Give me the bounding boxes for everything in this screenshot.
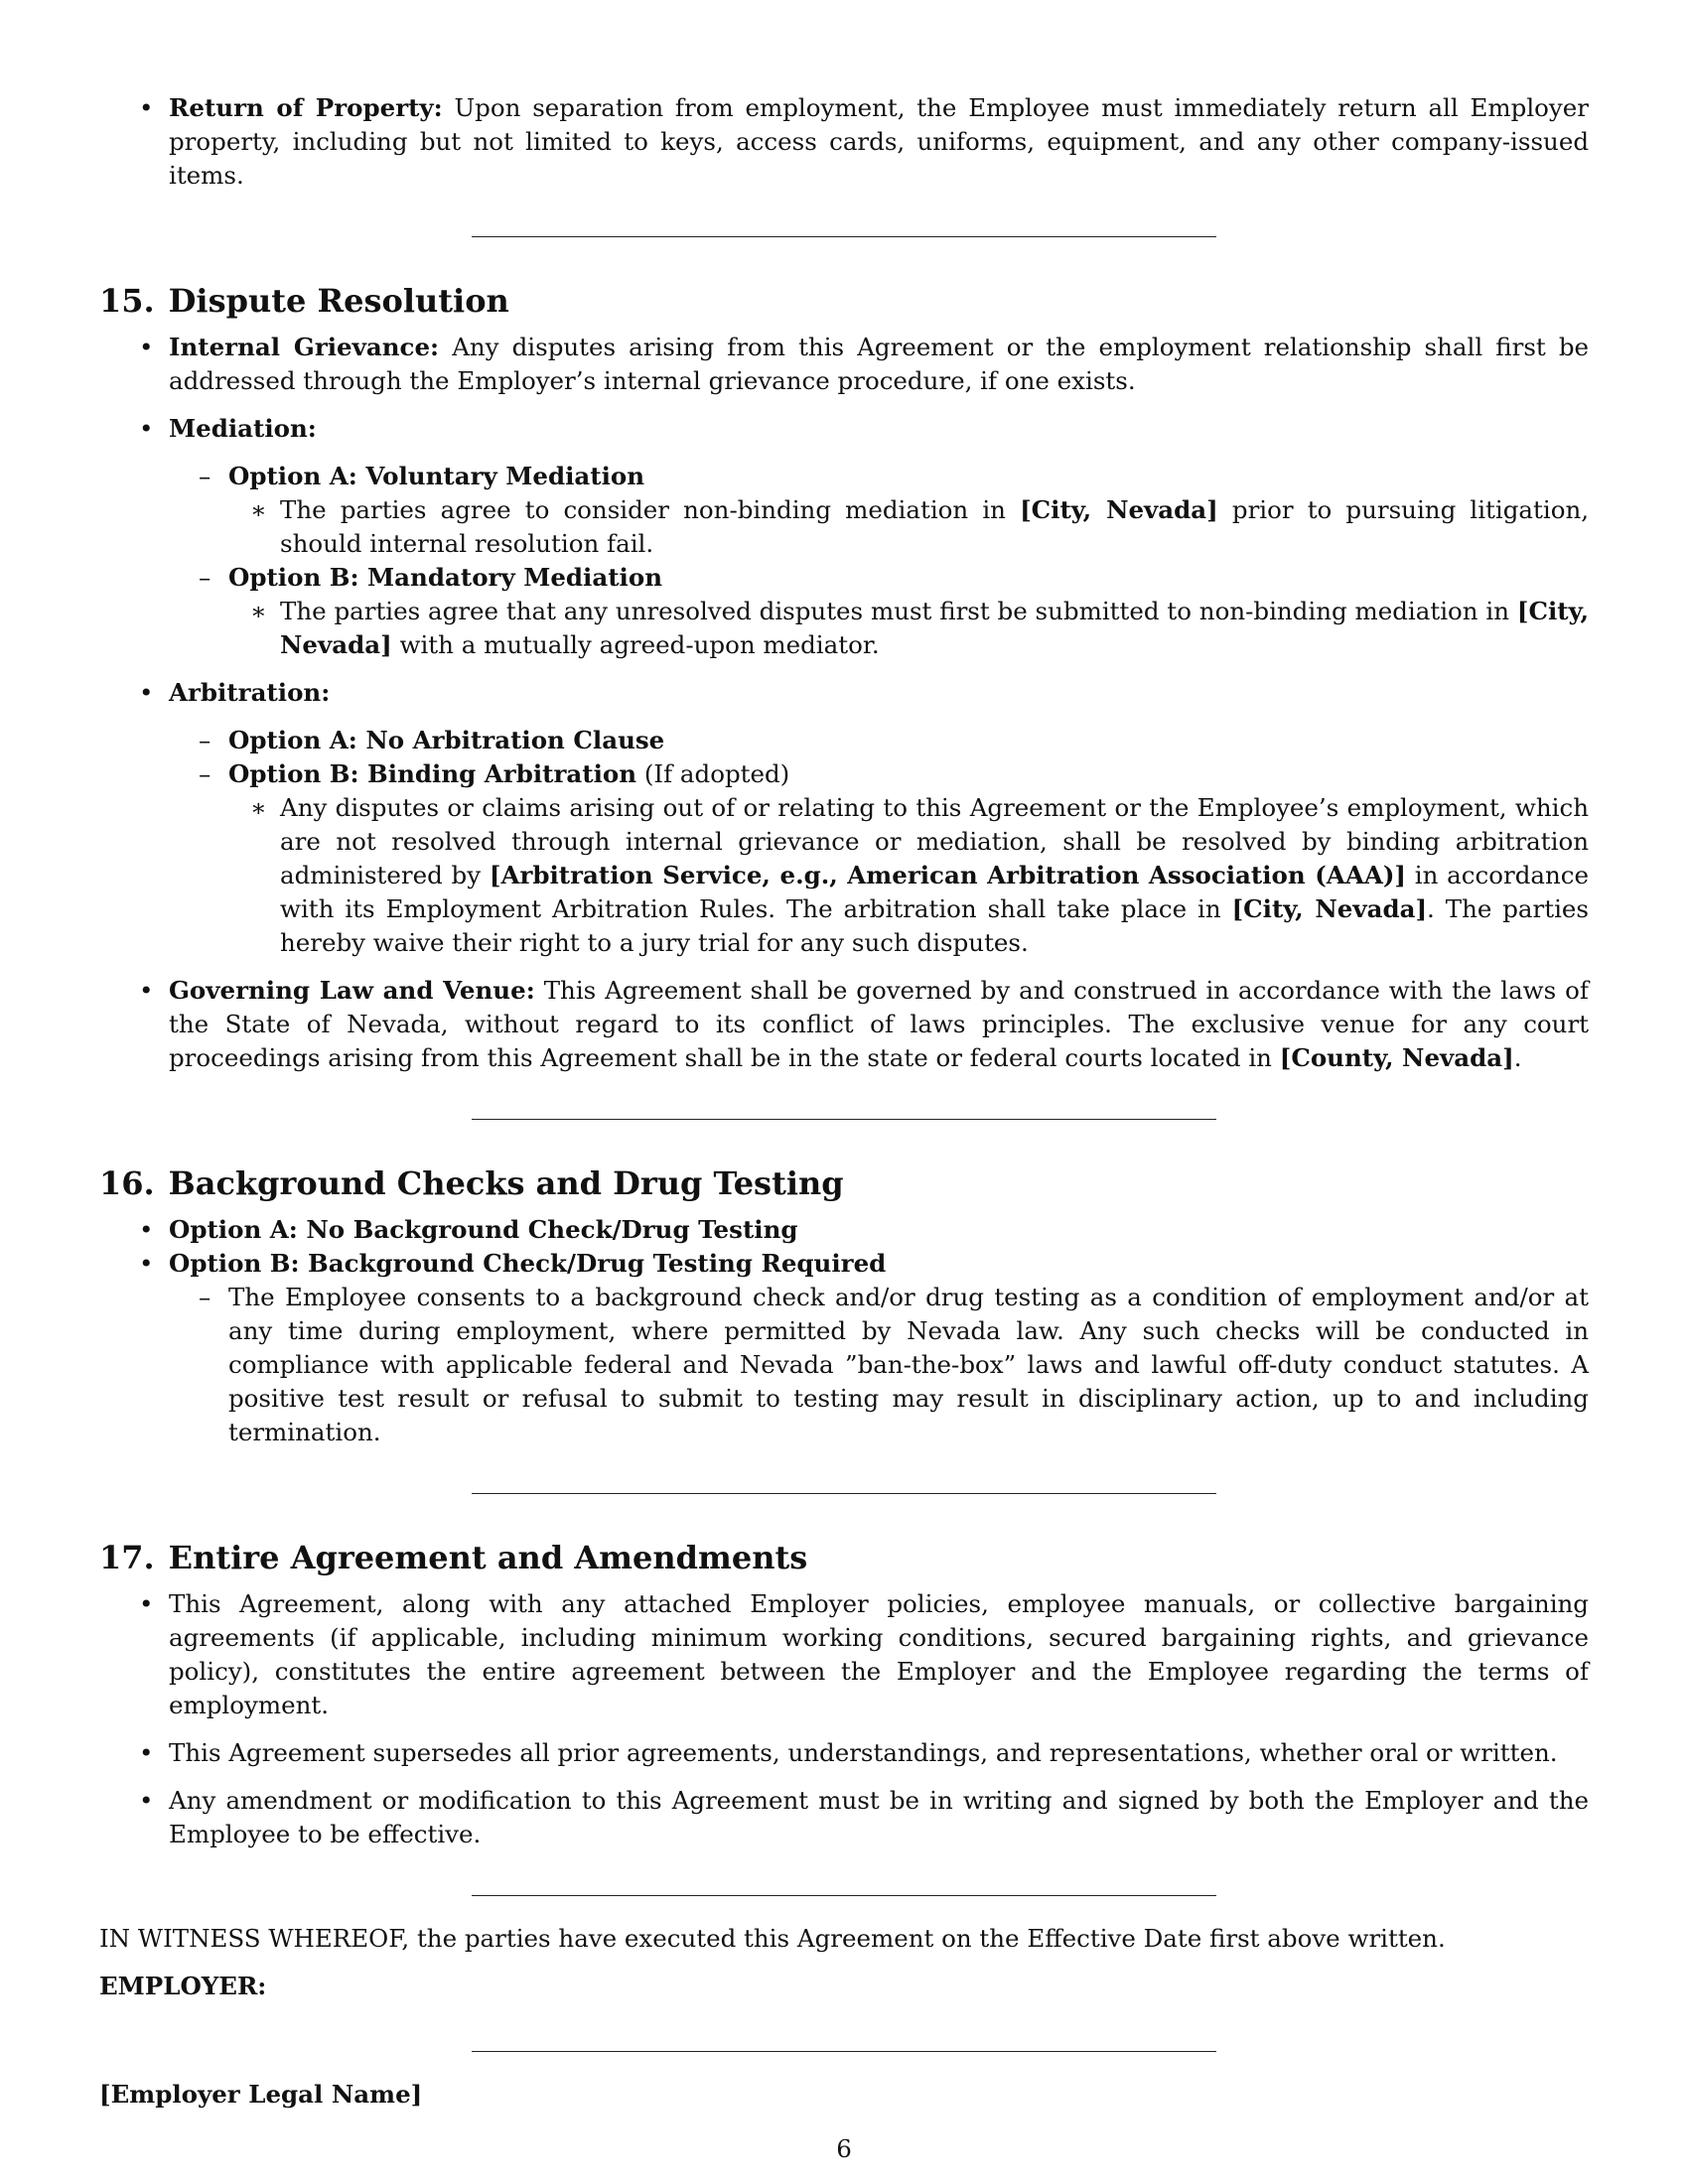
list-item: [99, 1587, 1589, 1722]
bullet: •: [139, 333, 154, 361]
list-item: [99, 676, 1589, 710]
dash: –: [199, 462, 211, 490]
star: ∗: [250, 597, 267, 625]
bullet: •: [139, 976, 154, 1005]
arbitration-options: [99, 724, 1589, 960]
law-list: [99, 974, 1589, 1075]
list-item: [99, 1247, 1589, 1281]
dash: –: [199, 759, 211, 788]
section-15-list: [99, 331, 1589, 446]
dash: –: [199, 563, 211, 592]
placeholder-service: [Arbitration Service, e.g., American Arbitration Association (AAA)]: [489, 861, 1407, 889]
bullet: •: [139, 1738, 154, 1767]
item-text: Any disputes arising from this Agreement or the employment relationship shall first be addressed through the Employer’s internal grievance procedure, if one exists.: [169, 333, 1590, 395]
item-text: Any amendment or modification to this Agreement must be in writing and signed by both the Employer and the Employee to be effective.: [169, 1786, 1589, 1848]
bullet: •: [139, 1589, 154, 1618]
placeholder-city: [City, Nevada]: [1020, 495, 1218, 524]
employer-legal-name: [Employer Legal Name]: [99, 2080, 423, 2109]
list-item: [99, 1213, 1589, 1247]
option-label: Option B: Background Check/Drug Testing Required: [169, 1249, 887, 1278]
list-item: [99, 1736, 1589, 1770]
item-label: Mediation:: [169, 414, 317, 443]
item-label: Arbitration:: [169, 678, 331, 707]
item-text: The Employee consents to a background check and/or drug testing as a condition of employment and/or at any time during employment, where permitted by Nevada law. Any such checks will be conducted in compliance with applicable federal and Nevada ”ban-the-box” laws and lawful off-duty conduct statutes. A positive test result or refusal to submit to testing may result in disciplinary action, up to and including termination.: [228, 1283, 1589, 1446]
list-item: [99, 1784, 1589, 1851]
list-item: [99, 91, 1589, 193]
bullet: •: [139, 1786, 154, 1815]
star: ∗: [250, 495, 267, 524]
option-detail: ∗ The parties agree to consider non-binding mediation in [City, Nevada] prior to pursuing litigation, should internal resolution fail.: [250, 495, 1590, 558]
return-property-list: [99, 91, 1589, 193]
dash: –: [199, 726, 211, 754]
option-item: [99, 460, 1589, 493]
signature-line: [472, 2051, 1216, 2052]
section-16-list: [99, 1213, 1589, 1449]
item-label: Governing Law and Venue:: [169, 976, 535, 1005]
employer-label: EMPLOYER:: [99, 1972, 267, 2000]
mediation-options: [99, 460, 1589, 662]
section-17-list: [99, 1587, 1589, 1851]
section-divider: [472, 1895, 1216, 1896]
bullet: •: [139, 1215, 154, 1244]
option-detail: ∗ The parties agree that any unresolved disputes must first be submitted to non-binding mediation in [City, Nevada] with a mutually agreed-upon mediator.: [250, 597, 1589, 659]
item-label: Return of Property:: [169, 93, 443, 122]
option-detail: ∗ Any disputes or claims arising out of or relating to this Agreement or the Employee’s employment, which are not resolved through internal grievance or mediation, shall be resolved by binding arbitration administered by [Arbitration Service, e.g., American Arbitration Association (AAA)] in accordance with its Employment Arbitration Rules. The arbitration shall take place in [City, Nevada]. The parties hereby waive their right to a jury trial for any such disputes.: [250, 793, 1590, 957]
page-number: 6: [836, 2134, 852, 2163]
section-divider: [472, 1119, 1216, 1120]
placeholder-county: [County, Nevada]: [1279, 1043, 1514, 1072]
bullet: •: [139, 1249, 154, 1278]
option-label: Option A: No Arbitration Clause: [228, 726, 665, 754]
document-page: [99, 91, 1589, 2112]
bullet: •: [139, 678, 154, 707]
item-text: This Agreement, along with any attached Employer policies, employee manuals, or collective bargaining agreements (if applicable, including minimum working conditions, secured bargaining rights, and grievance policy), constitutes the entire agreement between the Employer and the Employee regarding the terms of employment.: [169, 1589, 1589, 1719]
option-label: Option B: Binding Arbitration: [228, 759, 637, 788]
option-label: Option A: No Background Check/Drug Testing: [169, 1215, 798, 1244]
item-label: Internal Grievance:: [169, 333, 440, 361]
section-divider: [472, 236, 1216, 237]
section-heading-16: 16. Background Checks and Drug Testing: [99, 1164, 844, 1202]
arbitration-list: [99, 676, 1589, 710]
placeholder-city: [City, Nevada]: [280, 597, 1589, 659]
option-label: Option A: Voluntary Mediation: [228, 462, 645, 490]
star: ∗: [250, 793, 267, 822]
option-label: Option B: Mandatory Mediation: [228, 563, 663, 592]
placeholder-city: [City, Nevada]: [1231, 894, 1428, 923]
list-item: [99, 412, 1589, 446]
list-item: • Governing Law and Venue: This Agreement shall be governed by and construed in accordance with the laws of the State of Nevada, without regard to its conflict of laws principles. The exclusive venue for any court proceedings arising from this Agreement shall be in the state or federal courts located in [County, Nevada].: [139, 976, 1589, 1072]
witness-statement: IN WITNESS WHEREOF, the parties have executed this Agreement on the Effective Date first above written.: [99, 1924, 1446, 1953]
section-heading-15: 15. Dispute Resolution: [99, 282, 509, 320]
option-item: [99, 561, 1589, 595]
bullet: •: [139, 414, 154, 443]
section-divider: [472, 1493, 1216, 1494]
item-text: Upon separation from employment, the Employee must immediately return all Employer property, including but not limited to keys, access cards, uniforms, equipment, and any other company-issued items.: [169, 93, 1589, 190]
option-detail: [99, 1281, 1589, 1449]
section-heading-17: 17. Entire Agreement and Amendments: [99, 1539, 808, 1576]
dash: –: [199, 1283, 211, 1311]
option-item: [99, 724, 1589, 757]
bullet: •: [139, 93, 154, 122]
item-text: This Agreement supersedes all prior agreements, understandings, and representations, whether oral or written.: [169, 1738, 1558, 1767]
list-item: [99, 331, 1589, 398]
option-item: [99, 757, 1589, 791]
option-note: (If adopted): [636, 759, 790, 788]
